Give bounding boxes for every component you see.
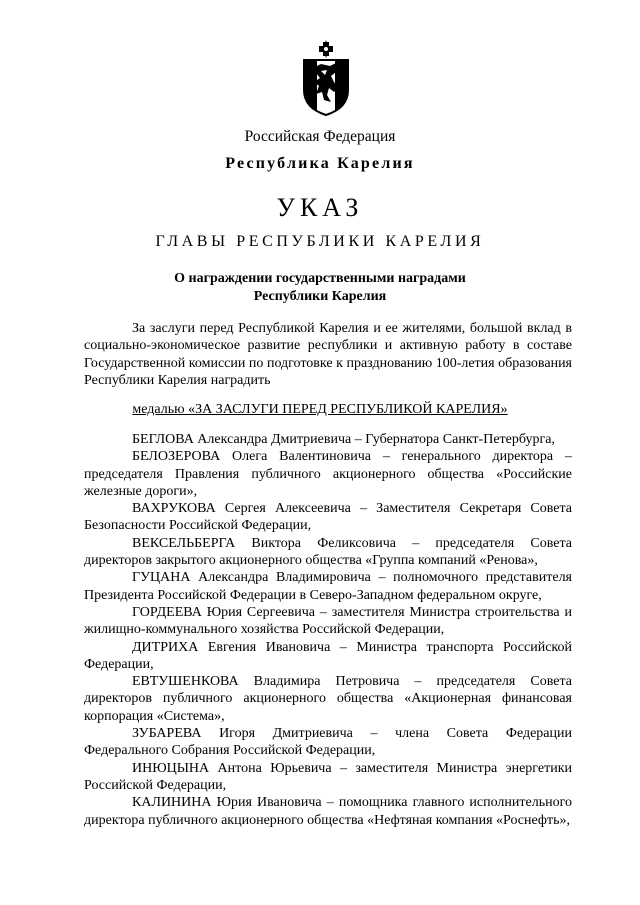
awardee-entry: ГУЦАНА Александра Владимировича – полномочного представителя Президента Российской Федерации в Северо-Западном федеральном округе,	[84, 570, 572, 603]
republic-name: Республика Карелия	[225, 155, 415, 172]
star-icon	[319, 40, 333, 58]
awardee-entry: БЕЛОЗЕРОВА Олега Валентиновича – генерального директора – председателя Правления публичного акционерного общества «Российские железные дороги»,	[84, 449, 572, 499]
awardee-entry: ИНЮЦЫНА Антона Юрьевича – заместителя Министра энергетики Российской Федерации,	[84, 760, 572, 793]
intro-paragraph: За заслуги перед Республикой Карелия и ее жителями, большой вклад в социально-экономическое развитие республики и активную работу в составе Государственной комиссии по подготовке к празднованию 100-летия образования Республики Карелия наградить	[84, 321, 572, 388]
document-type: УКАЗ	[276, 193, 364, 222]
document-subject	[0, 270, 640, 306]
country-name: Российская Федерация	[244, 128, 396, 145]
awardees-list	[84, 431, 572, 829]
subject-line-1: О награждении государственными наградами	[174, 271, 466, 286]
awardee-entry: ЗУБАРЕВА Игоря Дмитриевича – члена Совета Федерации Федерального Собрания Российской Федерации,	[84, 726, 572, 759]
coat-of-arms-emblem	[300, 40, 352, 116]
awardee-entry: КАЛИНИНА Юрия Ивановича – помощника главного исполнительного директора публичного акционерного общества «Нефтяная компания «Роснефть»,	[84, 795, 572, 828]
awardee-entry: БЕГЛОВА Александра Дмитриевича – Губернатора Санкт-Петербурга,	[132, 432, 555, 447]
shield-icon	[304, 60, 348, 115]
medal-title-text: медалью «ЗА ЗАСЛУГИ ПЕРЕД РЕСПУБЛИКОЙ КАРЕЛИЯ»	[132, 402, 508, 417]
awardee-entry: ДИТРИХА Евгения Ивановича – Министра транспорта Российской Федерации,	[84, 639, 572, 672]
medal-title	[0, 402, 640, 418]
awardee-entry: ВЕКСЕЛЬБЕРГА Виктора Феликсовича – председателя Совета директоров закрытого акционерного общества «Группа компаний «Ренова»,	[84, 535, 572, 569]
issuing-authority: ГЛАВЫ РЕСПУБЛИКИ КАРЕЛИЯ	[155, 233, 485, 250]
awardee-entry: ГОРДЕЕВА Юрия Сергеевича – заместителя Министра строительства и жилищно-коммунального хозяйства Российской Федерации,	[84, 604, 572, 638]
subject-line-2: Республики Карелия	[253, 289, 387, 304]
awardee-entry: ВАХРУКОВА Сергея Алексеевича – Заместителя Секретаря Совета Безопасности Российской Федерации,	[84, 501, 572, 534]
awardee-entry: ЕВТУШЕНКОВА Владимира Петровича – председателя Совета директоров публичного акционерного общества «Акционерная финансовая корпорация «Система»,	[84, 674, 572, 724]
